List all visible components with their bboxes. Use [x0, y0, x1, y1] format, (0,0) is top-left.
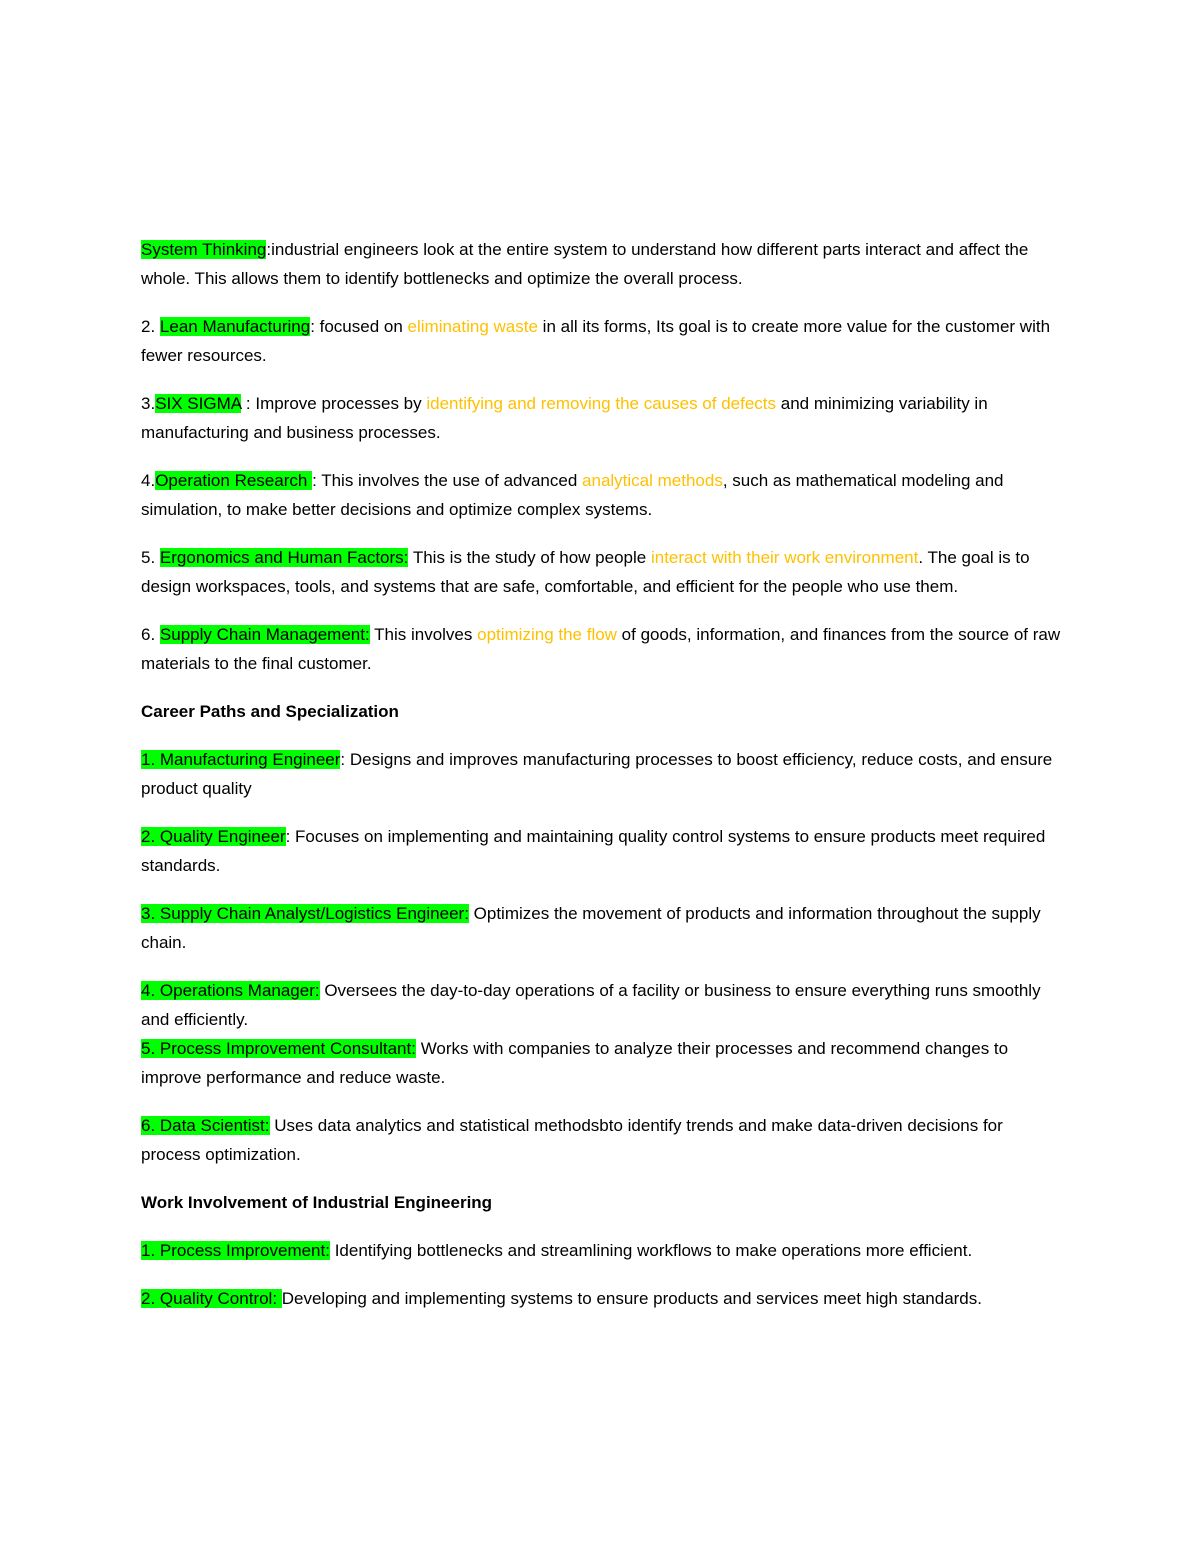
concepts-section — [141, 235, 1066, 678]
concept-text: This is the study of how people — [408, 548, 651, 567]
concept-prefix: 6. — [141, 625, 160, 644]
concept-prefix: 5. — [141, 548, 160, 567]
concept-emphasis: optimizing the flow — [477, 625, 617, 644]
concept-paragraph — [141, 312, 1066, 370]
concept-paragraph — [141, 466, 1066, 524]
career-desc: Works with companies to analyze their processes and recommend changes to improve performance and reduce waste. — [141, 1039, 1009, 1087]
concept-text: : focused on — [310, 317, 408, 336]
career-item — [141, 1034, 1066, 1092]
concept-term: System Thinking — [141, 240, 267, 259]
concept-prefix: 4. — [141, 471, 156, 490]
work-term: 1. Process Improvement: — [141, 1241, 330, 1260]
career-desc: : Designs and improves manufacturing processes to boost efficiency, reduce costs, and ensure product quality — [141, 750, 1053, 798]
work-item — [141, 1284, 1066, 1313]
work-heading: Work Involvement of Industrial Engineering — [141, 1193, 493, 1212]
concept-emphasis: analytical methods — [582, 471, 723, 490]
concept-prefix: 3. — [141, 394, 156, 413]
concept-text: in all its forms, Its goal is to create more value for the customer with fewer resources. — [141, 317, 1051, 365]
career-desc: Optimizes the movement of products and information throughout the supply chain. — [141, 904, 1041, 952]
concept-paragraph — [141, 389, 1066, 447]
concept-paragraph — [141, 543, 1066, 601]
career-term: 1. Manufacturing Engineer — [141, 750, 341, 769]
concept-term: Operation Research — [155, 471, 313, 490]
career-item — [141, 822, 1066, 880]
career-heading: Career Paths and Specialization — [141, 702, 399, 721]
career-desc: Oversees the day-to-day operations of a facility or business to ensure everything runs smoothly and efficiently. — [141, 981, 1041, 1029]
concept-text: , such as mathematical modeling and simulation, to make better decisions and optimize complex systems. — [141, 471, 1004, 519]
concept-paragraph — [141, 235, 1066, 293]
concept-paragraph — [141, 620, 1066, 678]
career-item — [141, 899, 1066, 957]
concept-term: Lean Manufacturing — [159, 317, 311, 336]
career-term: 2. Quality Engineer — [141, 827, 286, 846]
concept-emphasis: identifying and removing the causes of defects — [426, 394, 777, 413]
career-section — [141, 697, 1066, 1169]
career-term: 4. Operations Manager: — [141, 981, 320, 1000]
career-desc: Uses data analytics and statistical methodsbto identify trends and make data-driven decisions for process optimization. — [141, 1116, 1003, 1164]
career-item — [141, 1111, 1066, 1169]
concept-term: SIX SIGMA — [155, 394, 242, 413]
document-body — [141, 235, 1066, 1332]
concept-text: and minimizing variability in manufacturing and business processes. — [141, 394, 988, 442]
career-term: 6. Data Scientist: — [141, 1116, 270, 1135]
concept-text: of goods, information, and finances from the source of raw materials to the final customer. — [141, 625, 1061, 673]
concept-emphasis: eliminating waste — [407, 317, 538, 336]
concept-term: Supply Chain Management: — [159, 625, 370, 644]
work-section — [141, 1188, 1066, 1313]
career-desc: : Focuses on implementing and maintaining quality control systems to ensure products meet required standards. — [141, 827, 1046, 875]
work-desc: Developing and implementing systems to ensure products and services meet high standards. — [281, 1289, 982, 1308]
concept-text: This involves — [369, 625, 478, 644]
concept-text: :industrial engineers look at the entire system to understand how different parts interact and affect the whole. This allows them to identify bottlenecks and optimize the overall process. — [141, 240, 1029, 288]
career-term: 3. Supply Chain Analyst/Logistics Engineer: — [141, 904, 469, 923]
career-term: 5. Process Improvement Consultant: — [141, 1039, 416, 1058]
concept-prefix: 2. — [141, 317, 160, 336]
concept-text: . The goal is to design workspaces, tools, and systems that are safe, comfortable, and efficient for the people who use them. — [141, 548, 1030, 596]
work-item — [141, 1236, 1066, 1265]
career-item — [141, 976, 1066, 1034]
concept-emphasis: interact with their work environment — [650, 548, 919, 567]
work-desc: Identifying bottlenecks and streamlining workflows to make operations more efficient. — [329, 1241, 973, 1260]
career-item — [141, 745, 1066, 803]
concept-text: : Improve processes by — [241, 394, 427, 413]
concept-term: Ergonomics and Human Factors: — [159, 548, 409, 567]
work-term: 2. Quality Control: — [141, 1289, 282, 1308]
concept-text: : This involves the use of advanced — [312, 471, 583, 490]
